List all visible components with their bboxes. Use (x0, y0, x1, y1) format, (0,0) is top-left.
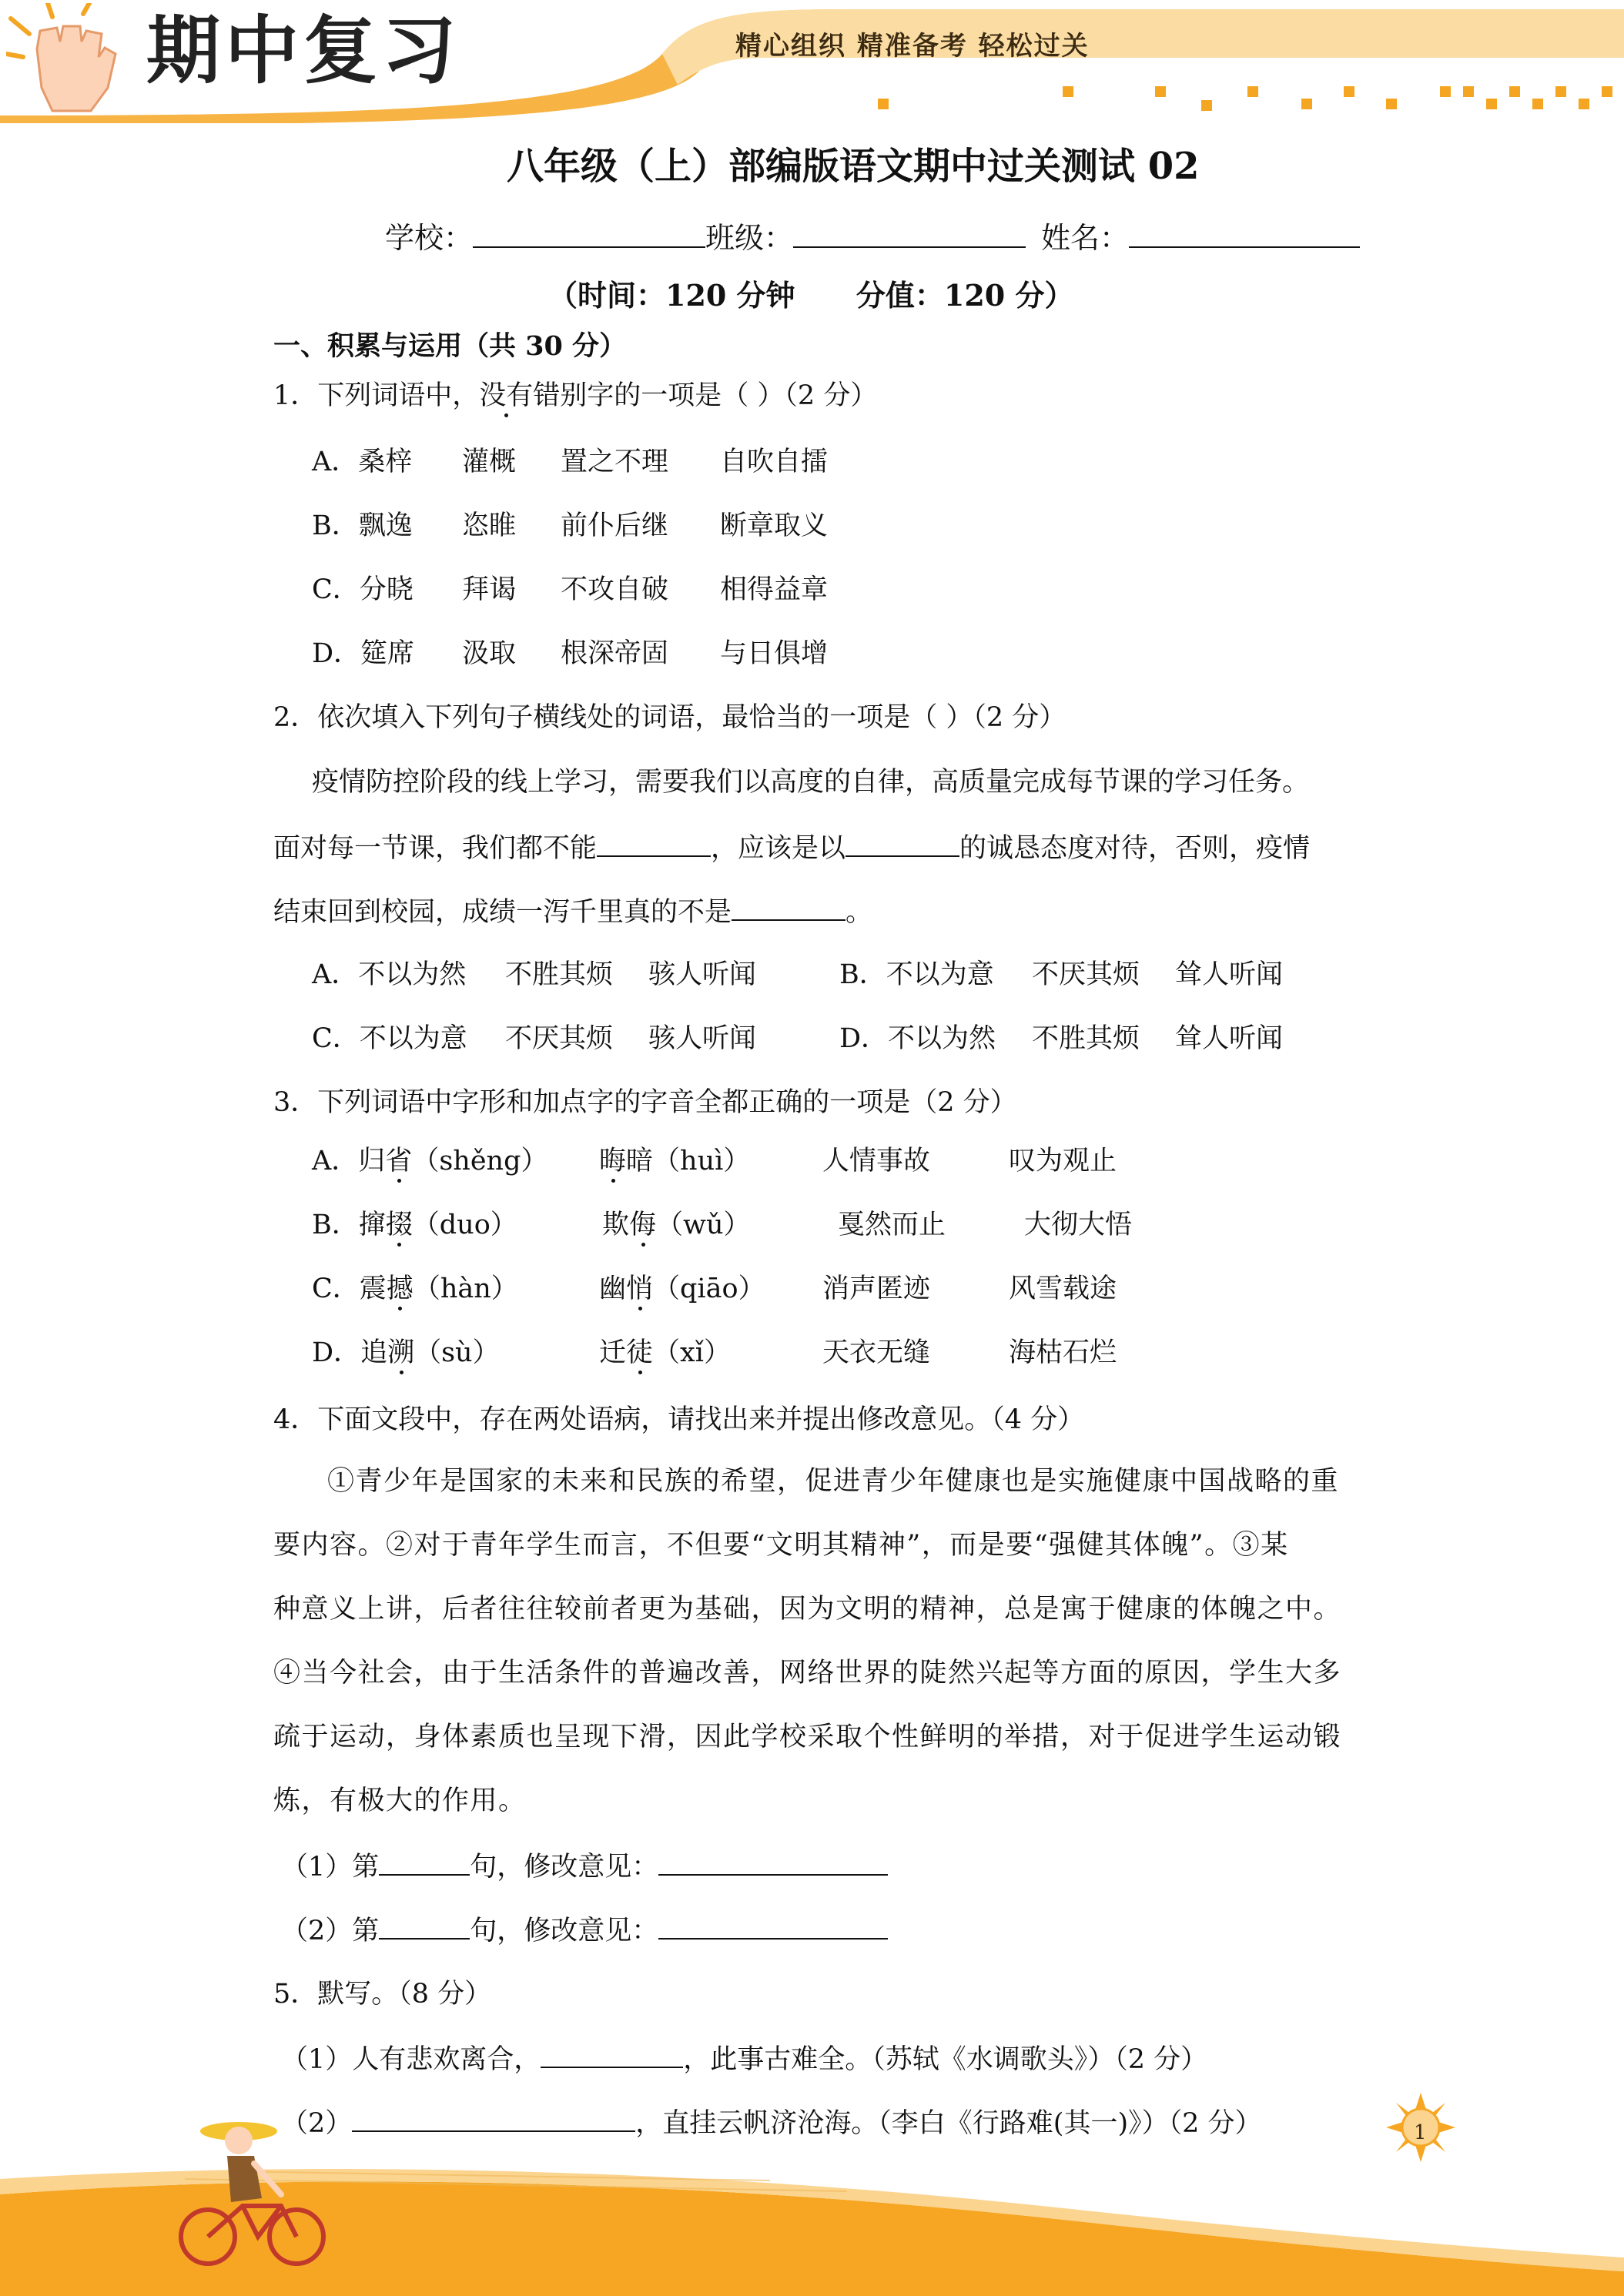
name-field[interactable] (1129, 219, 1360, 248)
q2-passage-line: 结束回到校园，成绩一泻千里真的不是 。 (273, 892, 872, 931)
q4-passage-line: 疏于运动，身体素质也呈现下滑，因此学校采取个性鲜明的举措，对于促进学生运动锻 (273, 1722, 1342, 1752)
cyclist-icon (173, 2110, 327, 2271)
q5-blank[interactable] (352, 2103, 635, 2132)
banner-title: 期中复习 (146, 8, 460, 94)
q1-stem: 1．下列词语中，没有错别字的一项是（ ）（2 分） (273, 380, 878, 411)
dotted-char: 徒 (626, 1337, 654, 1368)
banner-slogan: 精心组织 精准备考 轻松过关 (735, 31, 1090, 62)
q4-sentence-blank[interactable] (379, 1910, 470, 1940)
q4-sentence-blank[interactable] (379, 1846, 470, 1876)
q5-blank[interactable] (541, 2039, 683, 2068)
dotted-char: 撼 (386, 1274, 414, 1304)
q4-revision-blank[interactable] (658, 1910, 888, 1940)
q4-passage-line: 要内容。②对于青年学生而言，不但要“文明其精神”，而是要“强健其体魄”。③某 (273, 1530, 1289, 1561)
q4-stem: 4．下面文段中，存在两处语病，请找出来并提出修改意见。（4 分） (273, 1404, 1085, 1435)
dotted-char: 掇 (385, 1210, 413, 1240)
dotted-char: 晦 (599, 1146, 627, 1176)
q2-passage-line: 面对每一节课，我们都不能 ，应该是以 的诚恳态度对待，否则，疫情 (273, 828, 1310, 867)
dotted-char: 侮 (629, 1210, 657, 1240)
q4-passage-line: ①青少年是国家的未来和民族的希望，促进青少年健康也是实施健康中国战略的重 (327, 1466, 1340, 1497)
q1-emphasis: 没有 (479, 380, 534, 411)
q2-blank[interactable] (845, 828, 959, 857)
q5-stem: 5．默写。（8 分） (273, 1979, 492, 2010)
q2-blank[interactable] (597, 828, 711, 857)
q4-answer-2: （2）第 句，修改意见： (281, 1910, 888, 1950)
name-label: 姓名： (1041, 221, 1130, 255)
school-field[interactable] (473, 219, 705, 248)
fist-icon (6, 3, 129, 119)
school-label: 学校： (385, 221, 474, 255)
q2-blank[interactable] (732, 892, 845, 921)
page-number: 1 (1414, 2121, 1427, 2144)
q4-revision-blank[interactable] (658, 1846, 888, 1876)
section-heading: 一、积累与运用（共 30 分） (273, 330, 627, 362)
dotted-char: 悄 (626, 1274, 654, 1304)
class-field[interactable] (793, 219, 1026, 248)
student-info-row (385, 219, 1360, 256)
q4-passage-line: 炼，有极大的作用。 (273, 1786, 527, 1816)
exam-title: 八年级（上）部编版语文期中过关测试 02 (507, 145, 1200, 188)
q5-line-1: （1）人有悲欢离合， ，此事古难全。（苏轼《水调歌头》）（2 分） (281, 2039, 1207, 2078)
header-banner (0, 0, 1624, 123)
q3-stem: 3．下列词语中字形和加点字的字音全都正确的一项是（2 分） (273, 1087, 1017, 1118)
q5-line-2: （2） ，直挂云帆济沧海。（李白《行路难(其一)》）（2 分） (281, 2103, 1262, 2142)
q2-stem: 2．依次填入下列句子横线处的词语，最恰当的一项是（ ）（2 分） (273, 702, 1066, 733)
dotted-char: 溯 (387, 1337, 415, 1368)
q4-passage-line: 种意义上讲，后者往往较前者更为基础，因为文明的精神，总是寓于健康的体魄之中。 (273, 1594, 1342, 1625)
class-label: 班级： (705, 221, 794, 255)
q4-answer-1: （1）第 句，修改意见： (281, 1846, 888, 1886)
q2-passage-line: 疫情防控阶段的线上学习，需要我们以高度的自律，高质量完成每节课的学习任务。 (312, 767, 1310, 798)
time-info: （时间：120 分钟 分值：120 分） (548, 278, 1074, 313)
dotted-char: 省 (385, 1146, 413, 1176)
q4-passage-line: ④当今社会，由于生活条件的普遍改善，网络世界的陡然兴起等方面的原因，学生大多 (273, 1658, 1342, 1689)
